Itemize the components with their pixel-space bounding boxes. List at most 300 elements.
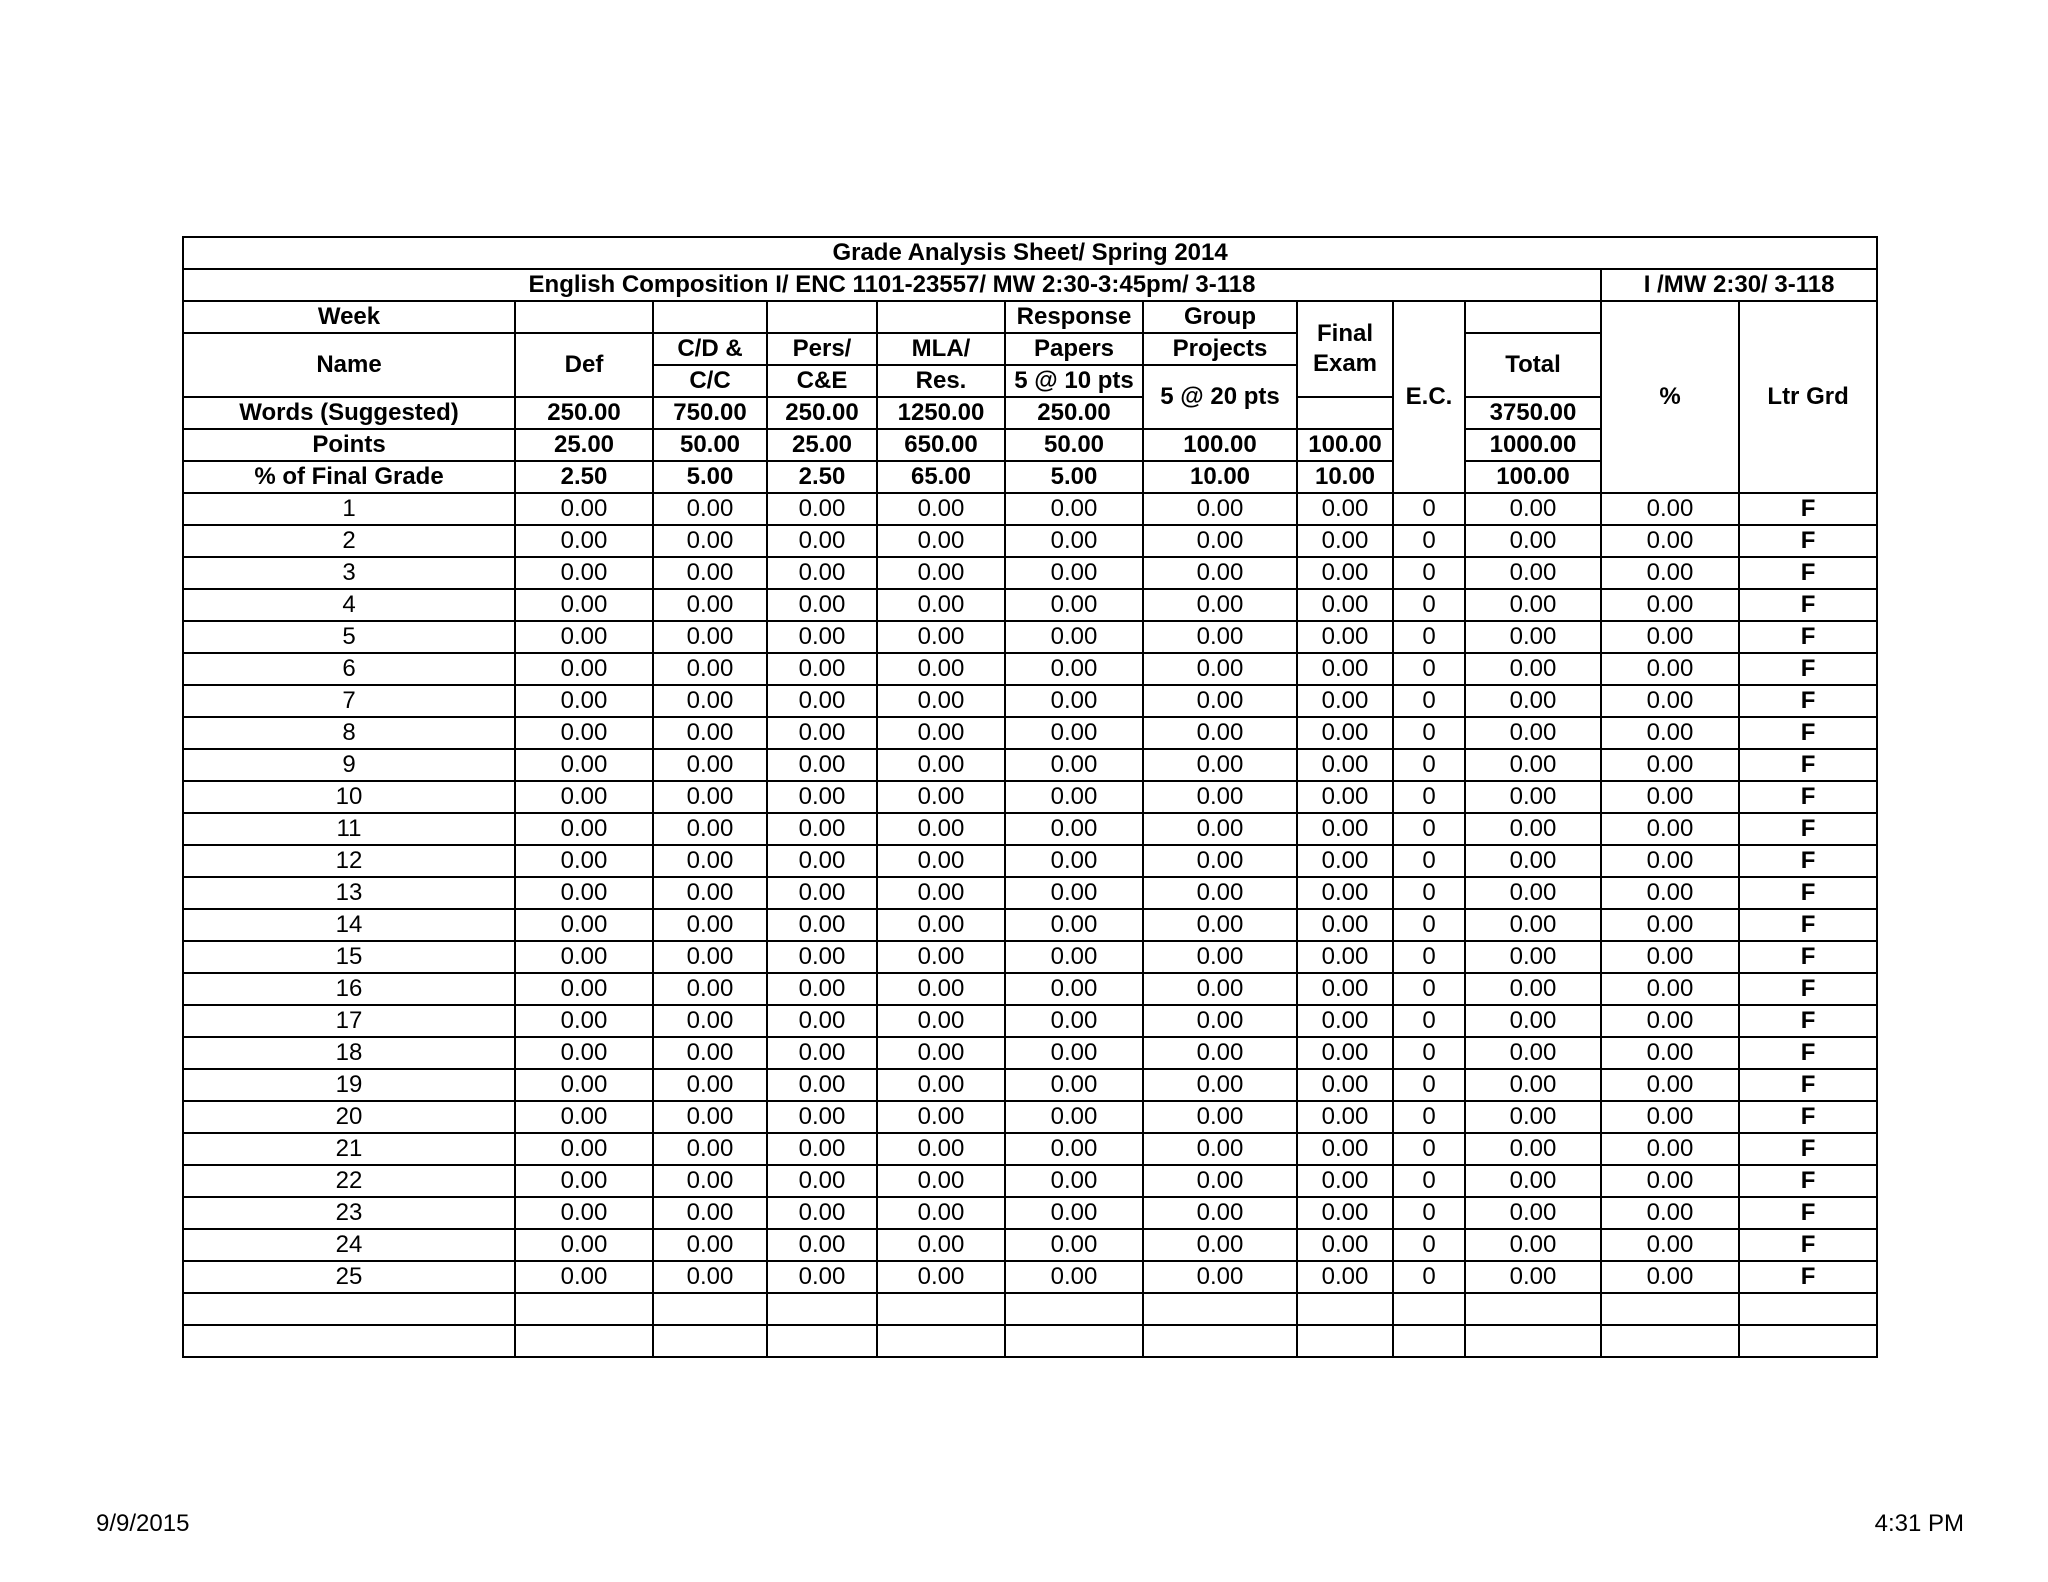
total-score: 0.00 — [1465, 1005, 1601, 1037]
student-row — [183, 1101, 1877, 1133]
student-number: 3 — [183, 557, 515, 589]
response-score: 0.00 — [1005, 1037, 1143, 1069]
points-mla: 650.00 — [877, 429, 1005, 461]
def-score: 0.00 — [515, 525, 653, 557]
points-group: 100.00 — [1143, 429, 1297, 461]
percent-value: 0.00 — [1601, 1165, 1739, 1197]
empty-cell — [183, 1293, 515, 1325]
cdcc-score: 0.00 — [653, 973, 767, 1005]
points-total: 1000.00 — [1465, 429, 1601, 461]
ec-score: 0 — [1393, 493, 1465, 525]
ec-score: 0 — [1393, 685, 1465, 717]
student-row — [183, 877, 1877, 909]
empty-cell — [1005, 1325, 1143, 1357]
pers-score: 0.00 — [767, 1229, 877, 1261]
pers-score: 0.00 — [767, 1005, 877, 1037]
points-def: 25.00 — [515, 429, 653, 461]
group-score: 0.00 — [1143, 589, 1297, 621]
percent-value: 0.00 — [1601, 1069, 1739, 1101]
student-number: 6 — [183, 653, 515, 685]
points-label: Points — [183, 429, 515, 461]
ec-score: 0 — [1393, 557, 1465, 589]
final-score: 0.00 — [1297, 877, 1393, 909]
def-score: 0.00 — [515, 813, 653, 845]
pct-final-def: 2.50 — [515, 461, 653, 493]
percent-value: 0.00 — [1601, 589, 1739, 621]
cdcc-score: 0.00 — [653, 1005, 767, 1037]
total-score: 0.00 — [1465, 1197, 1601, 1229]
student-number: 13 — [183, 877, 515, 909]
mla-header-line1: MLA/ — [877, 333, 1005, 365]
group-score: 0.00 — [1143, 621, 1297, 653]
final-score: 0.00 — [1297, 1197, 1393, 1229]
student-row — [183, 1261, 1877, 1293]
mla-header-blank — [877, 301, 1005, 333]
mla-score: 0.00 — [877, 1037, 1005, 1069]
pers-score: 0.00 — [767, 1133, 877, 1165]
empty-row — [183, 1293, 1877, 1325]
student-number: 17 — [183, 1005, 515, 1037]
def-header: Def — [515, 333, 653, 397]
total-score: 0.00 — [1465, 1229, 1601, 1261]
cdcc-header-line1: C/D & — [653, 333, 767, 365]
group-score: 0.00 — [1143, 1101, 1297, 1133]
empty-cell — [877, 1325, 1005, 1357]
total-score: 0.00 — [1465, 1133, 1601, 1165]
student-row — [183, 525, 1877, 557]
percent-value: 0.00 — [1601, 973, 1739, 1005]
week-header: Week — [183, 301, 515, 333]
ec-score: 0 — [1393, 621, 1465, 653]
percent-value: 0.00 — [1601, 685, 1739, 717]
cdcc-score: 0.00 — [653, 813, 767, 845]
response-score: 0.00 — [1005, 1069, 1143, 1101]
letter-grade: F — [1739, 1101, 1877, 1133]
pct-final-pers: 2.50 — [767, 461, 877, 493]
final-score: 0.00 — [1297, 1165, 1393, 1197]
response-score: 0.00 — [1005, 877, 1143, 909]
final-score: 0.00 — [1297, 973, 1393, 1005]
def-score: 0.00 — [515, 781, 653, 813]
response-score: 0.00 — [1005, 685, 1143, 717]
response-score: 0.00 — [1005, 973, 1143, 1005]
empty-cell — [877, 1293, 1005, 1325]
total-score: 0.00 — [1465, 941, 1601, 973]
empty-cell — [1601, 1325, 1739, 1357]
grade-analysis-table — [182, 236, 1878, 1358]
total-score: 0.00 — [1465, 749, 1601, 781]
words-cdcc: 750.00 — [653, 397, 767, 429]
letter-grade: F — [1739, 717, 1877, 749]
letter-grade: F — [1739, 973, 1877, 1005]
cdcc-score: 0.00 — [653, 781, 767, 813]
mla-header-line2: Res. — [877, 365, 1005, 397]
ec-header: E.C. — [1393, 301, 1465, 493]
ec-score: 0 — [1393, 781, 1465, 813]
def-score: 0.00 — [515, 653, 653, 685]
section-info: I /MW 2:30/ 3-118 — [1601, 269, 1877, 301]
group-score: 0.00 — [1143, 1133, 1297, 1165]
pct-final-mla: 65.00 — [877, 461, 1005, 493]
response-score: 0.00 — [1005, 749, 1143, 781]
cdcc-score: 0.00 — [653, 909, 767, 941]
mla-score: 0.00 — [877, 909, 1005, 941]
response-header-line2: Papers — [1005, 333, 1143, 365]
cdcc-score: 0.00 — [653, 877, 767, 909]
empty-cell — [1005, 1293, 1143, 1325]
cdcc-header-line2: C/C — [653, 365, 767, 397]
mla-score: 0.00 — [877, 589, 1005, 621]
total-header: Total — [1465, 333, 1601, 397]
letter-grade: F — [1739, 525, 1877, 557]
mla-score: 0.00 — [877, 813, 1005, 845]
def-score: 0.00 — [515, 621, 653, 653]
def-score: 0.00 — [515, 1037, 653, 1069]
cdcc-score: 0.00 — [653, 621, 767, 653]
pct-final-cdcc: 5.00 — [653, 461, 767, 493]
pct-final-group: 10.00 — [1143, 461, 1297, 493]
final-score: 0.00 — [1297, 685, 1393, 717]
ec-score: 0 — [1393, 589, 1465, 621]
student-row — [183, 1165, 1877, 1197]
response-score: 0.00 — [1005, 1165, 1143, 1197]
student-number: 24 — [183, 1229, 515, 1261]
empty-cell — [767, 1293, 877, 1325]
total-score: 0.00 — [1465, 1261, 1601, 1293]
letter-grade: F — [1739, 1165, 1877, 1197]
final-header-line1: Final — [1316, 320, 1373, 347]
student-number: 11 — [183, 813, 515, 845]
group-score: 0.00 — [1143, 813, 1297, 845]
group-score: 0.00 — [1143, 685, 1297, 717]
total-score: 0.00 — [1465, 1069, 1601, 1101]
def-score: 0.00 — [515, 749, 653, 781]
mla-score: 0.00 — [877, 1165, 1005, 1197]
final-score: 0.00 — [1297, 525, 1393, 557]
ec-score: 0 — [1393, 1005, 1465, 1037]
total-score: 0.00 — [1465, 525, 1601, 557]
points-response: 50.00 — [1005, 429, 1143, 461]
total-header-blank — [1465, 301, 1601, 333]
percent-value: 0.00 — [1601, 781, 1739, 813]
student-row — [183, 1229, 1877, 1261]
mla-score: 0.00 — [877, 1229, 1005, 1261]
cdcc-score: 0.00 — [653, 941, 767, 973]
empty-cell — [1143, 1293, 1297, 1325]
group-score: 0.00 — [1143, 941, 1297, 973]
letter-grade: F — [1739, 1261, 1877, 1293]
total-score: 0.00 — [1465, 973, 1601, 1005]
letter-grade: F — [1739, 877, 1877, 909]
final-score: 0.00 — [1297, 1133, 1393, 1165]
pers-score: 0.00 — [767, 685, 877, 717]
percent-value: 0.00 — [1601, 1101, 1739, 1133]
empty-cell — [1739, 1293, 1877, 1325]
student-row — [183, 685, 1877, 717]
letter-grade: F — [1739, 685, 1877, 717]
final-header-line2: Exam — [1312, 350, 1378, 377]
student-row — [183, 781, 1877, 813]
percent-value: 0.00 — [1601, 1261, 1739, 1293]
ec-score: 0 — [1393, 973, 1465, 1005]
group-score: 0.00 — [1143, 1261, 1297, 1293]
total-score: 0.00 — [1465, 1037, 1601, 1069]
letter-grade: F — [1739, 1133, 1877, 1165]
response-score: 0.00 — [1005, 589, 1143, 621]
group-score: 0.00 — [1143, 749, 1297, 781]
final-score: 0.00 — [1297, 813, 1393, 845]
ec-score: 0 — [1393, 1261, 1465, 1293]
def-score: 0.00 — [515, 1101, 653, 1133]
student-number: 2 — [183, 525, 515, 557]
mla-score: 0.00 — [877, 1197, 1005, 1229]
ec-score: 0 — [1393, 749, 1465, 781]
student-number: 9 — [183, 749, 515, 781]
final-score: 0.00 — [1297, 653, 1393, 685]
group-score: 0.00 — [1143, 1229, 1297, 1261]
mla-score: 0.00 — [877, 717, 1005, 749]
ec-score: 0 — [1393, 1165, 1465, 1197]
group-score: 0.00 — [1143, 525, 1297, 557]
response-score: 0.00 — [1005, 1133, 1143, 1165]
total-score: 0.00 — [1465, 781, 1601, 813]
words-total: 3750.00 — [1465, 397, 1601, 429]
mla-score: 0.00 — [877, 973, 1005, 1005]
empty-cell — [1601, 1293, 1739, 1325]
percent-value: 0.00 — [1601, 1197, 1739, 1229]
letter-grade: F — [1739, 1037, 1877, 1069]
print-date: 9/9/2015 — [96, 1510, 190, 1537]
final-exam-header — [1297, 301, 1393, 397]
cdcc-score: 0.00 — [653, 653, 767, 685]
student-number: 15 — [183, 941, 515, 973]
letter-grade: F — [1739, 1197, 1877, 1229]
final-score: 0.00 — [1297, 1261, 1393, 1293]
pers-score: 0.00 — [767, 1037, 877, 1069]
student-number: 12 — [183, 845, 515, 877]
student-row — [183, 1037, 1877, 1069]
letter-grade: F — [1739, 813, 1877, 845]
pers-score: 0.00 — [767, 813, 877, 845]
final-score: 0.00 — [1297, 1037, 1393, 1069]
student-number: 25 — [183, 1261, 515, 1293]
cdcc-score: 0.00 — [653, 1133, 767, 1165]
words-label: Words (Suggested) — [183, 397, 515, 429]
response-score: 0.00 — [1005, 653, 1143, 685]
response-header-line3: 5 @ 10 pts — [1005, 365, 1143, 397]
mla-score: 0.00 — [877, 941, 1005, 973]
pers-score: 0.00 — [767, 909, 877, 941]
response-score: 0.00 — [1005, 1101, 1143, 1133]
group-score: 0.00 — [1143, 717, 1297, 749]
final-score: 0.00 — [1297, 1229, 1393, 1261]
pers-score: 0.00 — [767, 877, 877, 909]
cdcc-score: 0.00 — [653, 1197, 767, 1229]
student-number: 21 — [183, 1133, 515, 1165]
def-score: 0.00 — [515, 1261, 653, 1293]
total-score: 0.00 — [1465, 557, 1601, 589]
cdcc-score: 0.00 — [653, 525, 767, 557]
group-header-line1: Group — [1143, 301, 1297, 333]
student-row — [183, 1005, 1877, 1037]
cdcc-score: 0.00 — [653, 1101, 767, 1133]
final-score: 0.00 — [1297, 1101, 1393, 1133]
response-header-line1: Response — [1005, 301, 1143, 333]
final-score: 0.00 — [1297, 909, 1393, 941]
group-score: 0.00 — [1143, 845, 1297, 877]
cdcc-score: 0.00 — [653, 493, 767, 525]
mla-score: 0.00 — [877, 1005, 1005, 1037]
pers-score: 0.00 — [767, 1165, 877, 1197]
student-number: 10 — [183, 781, 515, 813]
group-score: 0.00 — [1143, 1069, 1297, 1101]
empty-cell — [1739, 1325, 1877, 1357]
cdcc-score: 0.00 — [653, 1229, 767, 1261]
percent-value: 0.00 — [1601, 877, 1739, 909]
student-number: 20 — [183, 1101, 515, 1133]
response-score: 0.00 — [1005, 525, 1143, 557]
mla-score: 0.00 — [877, 749, 1005, 781]
total-score: 0.00 — [1465, 813, 1601, 845]
group-score: 0.00 — [1143, 877, 1297, 909]
empty-cell — [653, 1293, 767, 1325]
percent-value: 0.00 — [1601, 845, 1739, 877]
words-def: 250.00 — [515, 397, 653, 429]
cdcc-score: 0.00 — [653, 1037, 767, 1069]
student-number: 16 — [183, 973, 515, 1005]
percent-value: 0.00 — [1601, 813, 1739, 845]
final-score: 0.00 — [1297, 557, 1393, 589]
student-row — [183, 909, 1877, 941]
final-score: 0.00 — [1297, 493, 1393, 525]
def-score: 0.00 — [515, 877, 653, 909]
response-score: 0.00 — [1005, 717, 1143, 749]
ec-score: 0 — [1393, 941, 1465, 973]
mla-score: 0.00 — [877, 1101, 1005, 1133]
group-header-line2: Projects — [1143, 333, 1297, 365]
total-score: 0.00 — [1465, 653, 1601, 685]
student-number: 18 — [183, 1037, 515, 1069]
words-mla: 1250.00 — [877, 397, 1005, 429]
cdcc-score: 0.00 — [653, 685, 767, 717]
mla-score: 0.00 — [877, 1133, 1005, 1165]
empty-cell — [1465, 1325, 1601, 1357]
student-row — [183, 749, 1877, 781]
total-score: 0.00 — [1465, 877, 1601, 909]
response-score: 0.00 — [1005, 941, 1143, 973]
percent-value: 0.00 — [1601, 525, 1739, 557]
student-row — [183, 1069, 1877, 1101]
pers-score: 0.00 — [767, 845, 877, 877]
total-score: 0.00 — [1465, 493, 1601, 525]
cdcc-score: 0.00 — [653, 589, 767, 621]
total-score: 0.00 — [1465, 845, 1601, 877]
student-row — [183, 653, 1877, 685]
words-final-blank — [1297, 397, 1393, 429]
points-pers: 25.00 — [767, 429, 877, 461]
course-info: English Composition I/ ENC 1101-23557/ MW 2:30-3:45pm/ 3-118 — [183, 269, 1601, 301]
letter-grade: F — [1739, 493, 1877, 525]
letter-grade: F — [1739, 845, 1877, 877]
pers-header-line1: Pers/ — [767, 333, 877, 365]
cdcc-score: 0.00 — [653, 749, 767, 781]
total-score: 0.00 — [1465, 589, 1601, 621]
student-number: 19 — [183, 1069, 515, 1101]
student-number: 22 — [183, 1165, 515, 1197]
group-score: 0.00 — [1143, 1165, 1297, 1197]
mla-score: 0.00 — [877, 1069, 1005, 1101]
points-cdcc: 50.00 — [653, 429, 767, 461]
total-score: 0.00 — [1465, 1101, 1601, 1133]
mla-score: 0.00 — [877, 685, 1005, 717]
cdcc-score: 0.00 — [653, 717, 767, 749]
def-score: 0.00 — [515, 1069, 653, 1101]
total-score: 0.00 — [1465, 685, 1601, 717]
def-score: 0.00 — [515, 941, 653, 973]
percent-value: 0.00 — [1601, 909, 1739, 941]
pers-header-line2: C&E — [767, 365, 877, 397]
response-score: 0.00 — [1005, 621, 1143, 653]
group-score: 0.00 — [1143, 653, 1297, 685]
percent-value: 0.00 — [1601, 621, 1739, 653]
mla-score: 0.00 — [877, 621, 1005, 653]
words-response: 250.00 — [1005, 397, 1143, 429]
letter-grade: F — [1739, 749, 1877, 781]
cdcc-score: 0.00 — [653, 1261, 767, 1293]
student-row — [183, 845, 1877, 877]
name-header: Name — [183, 333, 515, 397]
def-score: 0.00 — [515, 1005, 653, 1037]
ec-score: 0 — [1393, 1101, 1465, 1133]
ec-score: 0 — [1393, 1229, 1465, 1261]
letter-grade: F — [1739, 1069, 1877, 1101]
percent-value: 0.00 — [1601, 493, 1739, 525]
student-number: 4 — [183, 589, 515, 621]
total-score: 0.00 — [1465, 1165, 1601, 1197]
final-score: 0.00 — [1297, 941, 1393, 973]
group-score: 0.00 — [1143, 909, 1297, 941]
ec-score: 0 — [1393, 813, 1465, 845]
final-score: 0.00 — [1297, 717, 1393, 749]
group-score: 0.00 — [1143, 1037, 1297, 1069]
empty-cell — [1297, 1293, 1393, 1325]
student-row — [183, 1133, 1877, 1165]
def-score: 0.00 — [515, 685, 653, 717]
group-score: 0.00 — [1143, 557, 1297, 589]
response-score: 0.00 — [1005, 1197, 1143, 1229]
response-score: 0.00 — [1005, 557, 1143, 589]
pct-final-label: % of Final Grade — [183, 461, 515, 493]
percent-value: 0.00 — [1601, 1037, 1739, 1069]
ec-score: 0 — [1393, 653, 1465, 685]
def-score: 0.00 — [515, 557, 653, 589]
empty-cell — [1465, 1293, 1601, 1325]
points-final: 100.00 — [1297, 429, 1393, 461]
total-score: 0.00 — [1465, 909, 1601, 941]
response-score: 0.00 — [1005, 845, 1143, 877]
cdcc-score: 0.00 — [653, 845, 767, 877]
student-row — [183, 621, 1877, 653]
pct-final-final: 10.00 — [1297, 461, 1393, 493]
cdcc-score: 0.00 — [653, 1069, 767, 1101]
final-score: 0.00 — [1297, 1069, 1393, 1101]
response-score: 0.00 — [1005, 813, 1143, 845]
total-score: 0.00 — [1465, 621, 1601, 653]
group-score: 0.00 — [1143, 493, 1297, 525]
total-score: 0.00 — [1465, 717, 1601, 749]
pers-score: 0.00 — [767, 941, 877, 973]
empty-cell — [1297, 1325, 1393, 1357]
